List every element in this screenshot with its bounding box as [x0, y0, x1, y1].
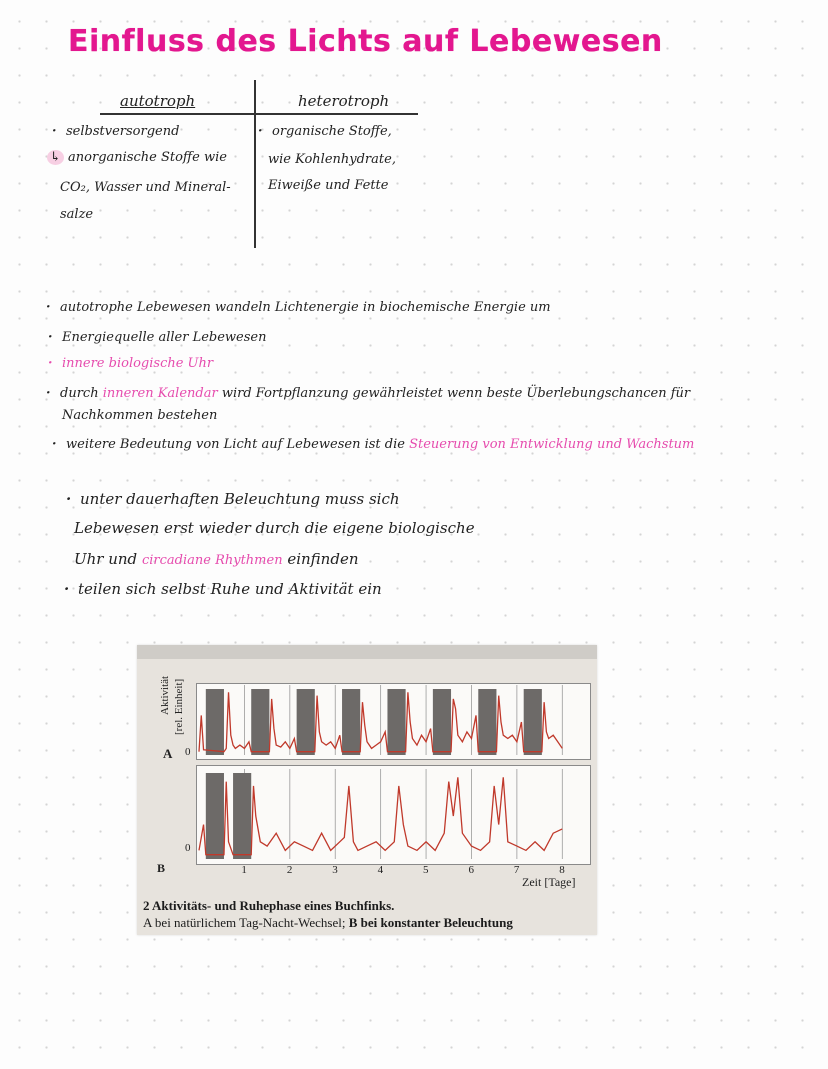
table-left-line-1: · selbstversorgend	[66, 124, 179, 139]
table-right-line-1: · organische Stoffe,	[272, 124, 392, 139]
x-tick-label-8: 8	[559, 864, 565, 876]
dark-phase-a-4	[342, 689, 360, 755]
table-header-heterotroph: heterotroph	[298, 92, 390, 110]
y-axis-label-2: [rel. Einheit]	[173, 678, 185, 735]
bullet-3: · innere biologische Uhr	[62, 356, 213, 371]
figure-caption-line	[143, 915, 513, 931]
x-ticks-group	[241, 864, 565, 876]
dark-phase-a-1	[206, 689, 224, 755]
figure-caption-a: A bei natürlichem Tag-Nacht-Wechsel;	[143, 915, 346, 930]
table-horizontal-line	[100, 113, 418, 115]
x-tick-label-1: 1	[241, 864, 247, 876]
table-header-autotroph: autotroph	[120, 92, 196, 110]
table-right-line-2: wie Kohlenhydrate,	[268, 152, 396, 167]
sub-bullet-1-line3-post: einfinden	[287, 550, 359, 568]
y-axis-label-1: Aktivität	[159, 675, 171, 715]
table-left-line-3: CO₂, Wasser und Mineral-	[60, 180, 231, 195]
dark-phase-a-2	[251, 689, 269, 755]
zero-label-a: 0	[185, 746, 191, 758]
figure-photo	[137, 645, 597, 935]
x-tick-label-5: 5	[423, 864, 429, 876]
bullet-4-post: wird Fortpflanzung gewährleistet wenn beste Überlebungschancen für	[221, 386, 691, 401]
sub-bullet-1-line2: Lebewesen erst wieder durch die eigene biologische	[74, 519, 475, 537]
bullet-5	[66, 437, 694, 452]
sub-bullet-1-line3-pre: Uhr und	[74, 550, 138, 568]
dark-phase-a-5	[387, 689, 405, 755]
sub-bullet-1-line1: · unter dauerhaften Beleuchtung muss sich	[80, 490, 400, 508]
figure-caption-title: 2 Aktivitäts- und Ruhephase eines Buchfinks.	[143, 898, 395, 913]
x-tick-label-3: 3	[332, 864, 338, 876]
bullet-4-pink: inneren Kalendar	[102, 386, 218, 401]
bullet-5-pink: Steuerung von Entwicklung und Wachstum	[409, 437, 695, 452]
bullet-2: · Energiequelle aller Lebewesen	[62, 330, 266, 345]
sub-bullet-2: · teilen sich selbst Ruhe und Aktivität ein	[78, 580, 382, 598]
x-tick-label-4: 4	[377, 864, 384, 876]
x-tick-label-2: 2	[286, 864, 293, 876]
figure-caption-b: B bei konstanter Beleuchtung	[348, 915, 513, 930]
x-axis-label: Zeit [Tage]	[522, 875, 576, 889]
zero-label-b: 0	[185, 842, 191, 854]
sub-bullet-1-line3-pink: circadiane Rhythmen	[141, 553, 283, 568]
page-title: Einfluss des Lichts auf Lebewesen	[68, 24, 663, 59]
chart-b-group	[199, 769, 562, 859]
dark-phase-b-2	[233, 773, 251, 859]
bullet-5-pre: weitere Bedeutung von Licht auf Lebewesen ist die	[66, 437, 405, 452]
table-left-line-4: salze	[60, 207, 94, 222]
table-right-line-3: Eiweiße und Fette	[268, 178, 389, 193]
activity-chart	[137, 645, 597, 935]
x-tick-label-6: 6	[468, 864, 474, 876]
x-tick-label-7: 7	[513, 864, 520, 876]
panel-label-a: A	[163, 746, 173, 761]
sub-bullet-1-line3	[74, 550, 358, 568]
bullet-1: · autotrophe Lebewesen wandeln Lichtenergie in biochemische Energie um	[60, 300, 551, 315]
table-left-line-2-text: anorganische Stoffe wie	[68, 150, 227, 165]
dark-phase-b-1	[206, 773, 224, 859]
chart-a-group	[199, 685, 562, 755]
bullet-4-pre: durch	[60, 386, 99, 401]
dark-phase-a-3	[297, 689, 315, 755]
dark-phase-a-8	[524, 689, 542, 755]
table-vertical-line	[254, 80, 256, 248]
dark-phase-a-6	[433, 689, 451, 755]
bullet-4-line2: Nachkommen bestehen	[62, 408, 218, 423]
bullet-4	[60, 386, 690, 401]
arrow-icon: ↳	[47, 150, 64, 165]
panel-label-b: B	[157, 861, 166, 875]
table-left-line-2	[47, 150, 227, 165]
dark-phase-a-7	[478, 689, 496, 755]
